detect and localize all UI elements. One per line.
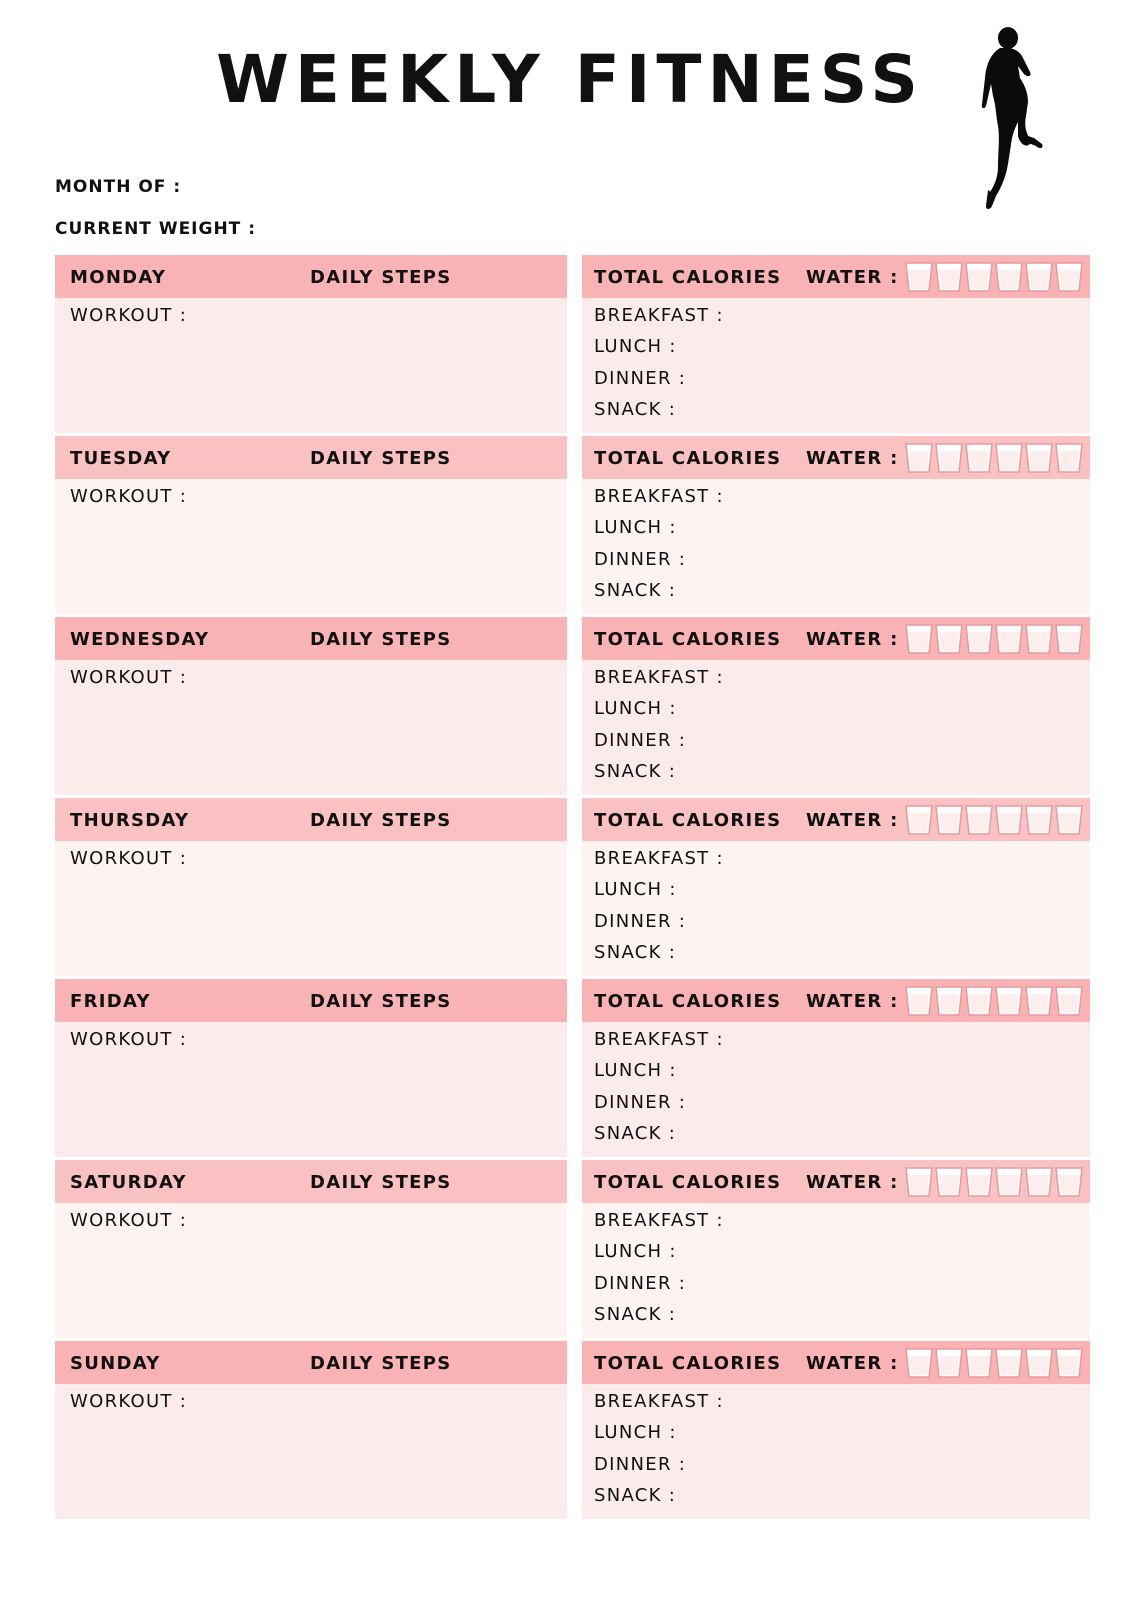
water-glass-icon[interactable] — [996, 444, 1022, 472]
water-label: WATER : — [806, 1172, 899, 1193]
water-label: WATER : — [806, 810, 899, 831]
water-cups — [904, 442, 1088, 474]
water-glass-icon[interactable] — [966, 444, 992, 472]
water-glass-icon[interactable] — [1026, 987, 1052, 1015]
daily-steps-label: DAILY STEPS — [310, 448, 452, 469]
workout-label: WORKOUT : — [70, 667, 188, 688]
lunch-label: LUNCH : — [594, 879, 677, 900]
water-glass-icon[interactable] — [996, 263, 1022, 291]
dinner-label: DINNER : — [594, 911, 687, 932]
total-calories-label: TOTAL CALORIES — [594, 810, 782, 831]
workout-header — [55, 1160, 567, 1203]
meals-area[interactable] — [582, 298, 1090, 433]
snack-label: SNACK : — [594, 580, 677, 601]
water-glass-icon[interactable] — [936, 806, 962, 834]
day-row-saturday — [55, 1160, 1090, 1338]
nutrition-panel — [582, 1160, 1090, 1338]
workout-area[interactable] — [55, 479, 567, 614]
nutrition-panel — [582, 798, 1090, 976]
water-glass-icon[interactable] — [936, 625, 962, 653]
nutrition-header — [582, 1341, 1090, 1384]
meals-area[interactable] — [582, 1203, 1090, 1338]
workout-header — [55, 436, 567, 479]
water-label: WATER : — [806, 991, 899, 1012]
water-glass-icon[interactable] — [996, 1168, 1022, 1196]
lunch-label: LUNCH : — [594, 698, 677, 719]
breakfast-label: BREAKFAST : — [594, 1029, 724, 1050]
nutrition-panel — [582, 1341, 1090, 1519]
total-calories-label: TOTAL CALORIES — [594, 267, 782, 288]
nutrition-header — [582, 617, 1090, 660]
water-glass-icon[interactable] — [966, 806, 992, 834]
water-glass-icon[interactable] — [966, 1349, 992, 1377]
day-name: SATURDAY — [70, 1172, 187, 1193]
day-name: MONDAY — [70, 267, 167, 288]
breakfast-label: BREAKFAST : — [594, 667, 724, 688]
workout-area[interactable] — [55, 660, 567, 795]
dinner-label: DINNER : — [594, 1092, 687, 1113]
workout-header — [55, 255, 567, 298]
water-glass-icon[interactable] — [936, 444, 962, 472]
workout-area[interactable] — [55, 298, 567, 433]
breakfast-label: BREAKFAST : — [594, 486, 724, 507]
water-label: WATER : — [806, 267, 899, 288]
lunch-label: LUNCH : — [594, 336, 677, 357]
day-name: FRIDAY — [70, 991, 151, 1012]
water-glass-icon[interactable] — [1056, 1168, 1082, 1196]
water-glass-icon[interactable] — [966, 263, 992, 291]
workout-panel — [55, 1160, 567, 1338]
total-calories-label: TOTAL CALORIES — [594, 448, 782, 469]
water-cups — [904, 1166, 1088, 1198]
workout-panel — [55, 255, 567, 433]
day-name: SUNDAY — [70, 1353, 161, 1374]
page-title: WEEKLY FITNESS — [216, 41, 924, 118]
day-row-wednesday — [55, 617, 1090, 795]
snack-label: SNACK : — [594, 1485, 677, 1506]
lunch-label: LUNCH : — [594, 517, 677, 538]
total-calories-label: TOTAL CALORIES — [594, 629, 782, 650]
dinner-label: DINNER : — [594, 549, 687, 570]
water-label: WATER : — [806, 448, 899, 469]
dinner-label: DINNER : — [594, 1273, 687, 1294]
workout-header — [55, 617, 567, 660]
water-glass-icon[interactable] — [906, 806, 932, 834]
day-row-monday — [55, 255, 1090, 433]
lunch-label: LUNCH : — [594, 1060, 677, 1081]
water-glass-icon[interactable] — [1026, 444, 1052, 472]
water-glass-icon[interactable] — [1026, 1349, 1052, 1377]
nutrition-panel — [582, 979, 1090, 1157]
water-glass-icon[interactable] — [1056, 987, 1082, 1015]
water-glass-icon[interactable] — [1026, 263, 1052, 291]
workout-area[interactable] — [55, 1022, 567, 1157]
nutrition-header — [582, 255, 1090, 298]
workout-panel — [55, 1341, 567, 1519]
workout-header — [55, 979, 567, 1022]
snack-label: SNACK : — [594, 761, 677, 782]
snack-label: SNACK : — [594, 1304, 677, 1325]
meals-area[interactable] — [582, 1384, 1090, 1519]
nutrition-header — [582, 979, 1090, 1022]
daily-steps-label: DAILY STEPS — [310, 810, 452, 831]
day-row-sunday — [55, 1341, 1090, 1519]
breakfast-label: BREAKFAST : — [594, 1210, 724, 1231]
snack-label: SNACK : — [594, 1123, 677, 1144]
day-name: THURSDAY — [70, 810, 190, 831]
snack-label: SNACK : — [594, 399, 677, 420]
day-name: TUESDAY — [70, 448, 172, 469]
meals-area[interactable] — [582, 1022, 1090, 1157]
water-glass-icon[interactable] — [906, 444, 932, 472]
water-glass-icon[interactable] — [966, 625, 992, 653]
nutrition-header — [582, 436, 1090, 479]
nutrition-header — [582, 798, 1090, 841]
water-cups — [904, 804, 1088, 836]
workout-header — [55, 798, 567, 841]
water-glass-icon[interactable] — [1056, 444, 1082, 472]
month-label: MONTH OF : — [55, 177, 182, 197]
water-glass-icon[interactable] — [966, 1168, 992, 1196]
nutrition-panel — [582, 617, 1090, 795]
snack-label: SNACK : — [594, 942, 677, 963]
daily-steps-label: DAILY STEPS — [310, 1172, 452, 1193]
meals-area[interactable] — [582, 841, 1090, 976]
meals-area[interactable] — [582, 479, 1090, 614]
water-glass-icon[interactable] — [996, 625, 1022, 653]
day-name: WEDNESDAY — [70, 629, 210, 650]
total-calories-label: TOTAL CALORIES — [594, 1172, 782, 1193]
breakfast-label: BREAKFAST : — [594, 305, 724, 326]
water-glass-icon[interactable] — [996, 806, 1022, 834]
water-glass-icon[interactable] — [906, 263, 932, 291]
workout-label: WORKOUT : — [70, 486, 188, 507]
water-glass-icon[interactable] — [906, 1168, 932, 1196]
nutrition-panel — [582, 436, 1090, 614]
breakfast-label: BREAKFAST : — [594, 1391, 724, 1412]
water-glass-icon[interactable] — [966, 987, 992, 1015]
water-glass-icon[interactable] — [1056, 625, 1082, 653]
workout-panel — [55, 798, 567, 976]
water-glass-icon[interactable] — [906, 987, 932, 1015]
water-glass-icon[interactable] — [936, 1349, 962, 1377]
workout-label: WORKOUT : — [70, 305, 188, 326]
workout-area[interactable] — [55, 1384, 567, 1519]
workout-panel — [55, 979, 567, 1157]
workout-label: WORKOUT : — [70, 1210, 188, 1231]
workout-area[interactable] — [55, 1203, 567, 1338]
day-row-thursday — [55, 798, 1090, 976]
water-glass-icon[interactable] — [936, 987, 962, 1015]
workout-panel — [55, 617, 567, 795]
dinner-label: DINNER : — [594, 730, 687, 751]
meals-area[interactable] — [582, 660, 1090, 795]
lunch-label: LUNCH : — [594, 1422, 677, 1443]
current-weight-label: CURRENT WEIGHT : — [55, 219, 256, 239]
nutrition-panel — [582, 255, 1090, 433]
water-glass-icon[interactable] — [906, 625, 932, 653]
water-label: WATER : — [806, 1353, 899, 1374]
nutrition-header — [582, 1160, 1090, 1203]
workout-label: WORKOUT : — [70, 848, 188, 869]
water-glass-icon[interactable] — [936, 263, 962, 291]
water-glass-icon[interactable] — [936, 1168, 962, 1196]
lunch-label: LUNCH : — [594, 1241, 677, 1262]
water-glass-icon[interactable] — [1056, 806, 1082, 834]
workout-header — [55, 1341, 567, 1384]
workout-label: WORKOUT : — [70, 1029, 188, 1050]
dinner-label: DINNER : — [594, 1454, 687, 1475]
water-glass-icon[interactable] — [1026, 1168, 1052, 1196]
total-calories-label: TOTAL CALORIES — [594, 1353, 782, 1374]
runner-silhouette-icon — [960, 26, 1046, 214]
day-row-friday — [55, 979, 1090, 1157]
water-glass-icon[interactable] — [1026, 806, 1052, 834]
workout-panel — [55, 436, 567, 614]
day-row-tuesday — [55, 436, 1090, 614]
workout-label: WORKOUT : — [70, 1391, 188, 1412]
breakfast-label: BREAKFAST : — [594, 848, 724, 869]
water-glass-icon[interactable] — [1056, 263, 1082, 291]
total-calories-label: TOTAL CALORIES — [594, 991, 782, 1012]
workout-area[interactable] — [55, 841, 567, 976]
water-glass-icon[interactable] — [1056, 1349, 1082, 1377]
daily-steps-label: DAILY STEPS — [310, 629, 452, 650]
water-glass-icon[interactable] — [906, 1349, 932, 1377]
water-label: WATER : — [806, 629, 899, 650]
water-glass-icon[interactable] — [996, 1349, 1022, 1377]
dinner-label: DINNER : — [594, 368, 687, 389]
water-cups — [904, 623, 1088, 655]
daily-steps-label: DAILY STEPS — [310, 267, 452, 288]
daily-steps-label: DAILY STEPS — [310, 1353, 452, 1374]
water-glass-icon[interactable] — [1026, 625, 1052, 653]
water-cups — [904, 985, 1088, 1017]
water-glass-icon[interactable] — [996, 987, 1022, 1015]
water-cups — [904, 261, 1088, 293]
daily-steps-label: DAILY STEPS — [310, 991, 452, 1012]
water-cups — [904, 1347, 1088, 1379]
